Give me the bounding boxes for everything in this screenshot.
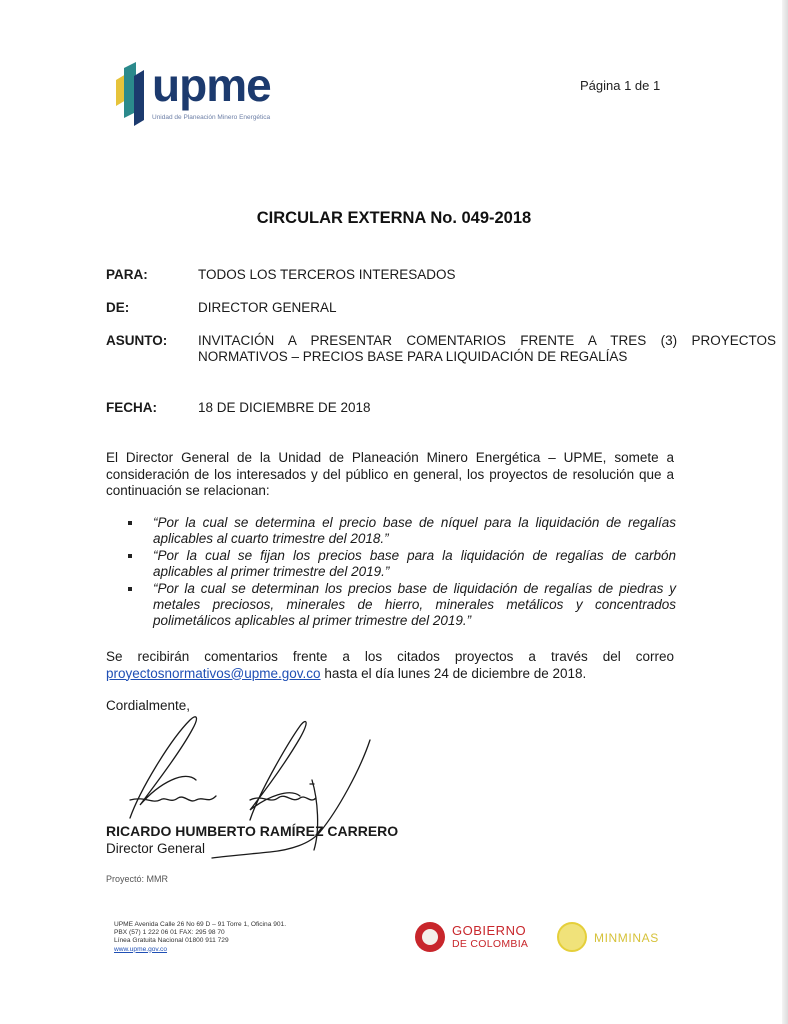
comments-text: Se recibirán comentarios frente a los citados proyectos a través del correo — [106, 649, 674, 664]
logo-wordmark: upme — [152, 59, 271, 111]
de-colombia-text: DE COLOMBIA — [452, 938, 529, 950]
bullet-icon — [128, 521, 132, 525]
list-item-text: “Por la cual se fijan los precios base para la liquidación de regalías de carbón aplicables al primer trimestre del 2019.” — [153, 548, 676, 579]
minminas-text: MINMINAS — [594, 931, 659, 945]
resolution-list — [128, 515, 676, 629]
minminas-seal-icon — [557, 922, 587, 952]
email-link[interactable]: proyectosnormativos@upme.gov.co — [106, 665, 321, 681]
list-item-text: “Por la cual se determinan los precios base de liquidación de regalías de piedras y metales preciosos, minerales de hierro, minerales metálicos y concentrados polimetálicos aplicables al primer trimestre del 2019.” — [153, 581, 676, 628]
field-label: FECHA: — [106, 400, 157, 415]
colombia-seal-icon — [415, 922, 445, 952]
signatory-name: RICARDO HUMBERTO RAMÍREZ CARRERO — [106, 823, 399, 839]
signatory-role: Director General — [106, 841, 206, 856]
field-value: DIRECTOR GENERAL — [198, 300, 337, 315]
footer-address — [114, 921, 286, 954]
comments-text-end: hasta el día lunes 24 de diciembre de 2018. — [324, 665, 587, 681]
list-item-text: “Por la cual se determina el precio base de níquel para la liquidación de regalías aplicables al cuarto trimestre del 2018.” — [153, 515, 676, 546]
prepared-by: Proyectó: MMR — [106, 874, 169, 884]
gobierno-text: GOBIERNO — [452, 923, 527, 938]
footer-address-line: PBX (57) 1 222 06 01 FAX: 295 98 70 — [114, 929, 225, 937]
field-label: DE: — [106, 300, 130, 315]
bullet-icon — [128, 587, 132, 591]
document-title: CIRCULAR EXTERNA No. 049-2018 — [256, 209, 532, 227]
list-item — [128, 581, 676, 629]
closing-salutation: Cordialmente, — [106, 698, 191, 713]
page-indicator: Página 1 de 1 — [580, 78, 661, 93]
field-value: INVITACIÓN A PRESENTAR COMENTARIOS FRENTE A TRES (3) PROYECTOS NORMATIVOS – PRECIOS BASE PARA LIQUIDACIÓN DE REGALÍAS — [198, 333, 776, 364]
footer-address-line: UPME Avenida Calle 26 No 69 D – 91 Torre 1, Oficina 901. — [114, 921, 287, 928]
page-edge-shadow — [782, 0, 788, 1024]
upme-logo-mark-icon — [112, 60, 152, 126]
field-label: PARA: — [106, 267, 148, 282]
field-label: ASUNTO: — [106, 333, 168, 348]
comments-paragraph — [106, 649, 674, 682]
field-value: TODOS LOS TERCEROS INTERESADOS — [198, 267, 456, 282]
field-value: 18 DE DICIEMBRE DE 2018 — [198, 400, 371, 415]
footer-website-link[interactable]: www.upme.gov.co — [114, 945, 168, 953]
list-item — [128, 515, 676, 547]
bullet-icon — [128, 554, 132, 558]
intro-paragraph: El Director General de la Unidad de Planeación Minero Energética – UPME, somete a consideración de los interesados y del público en general, los proyectos de resolución que a continuación se relacionan: — [106, 450, 674, 498]
list-item — [128, 548, 676, 580]
gobierno-de-colombia-logo — [415, 922, 535, 954]
logo-subtitle: Unidad de Planeación Minero Energética — [152, 114, 271, 121]
footer-address-line: Línea Gratuita Nacional 01800 911 729 — [114, 937, 229, 945]
minminas-logo — [557, 922, 677, 954]
upme-logo — [112, 60, 282, 128]
